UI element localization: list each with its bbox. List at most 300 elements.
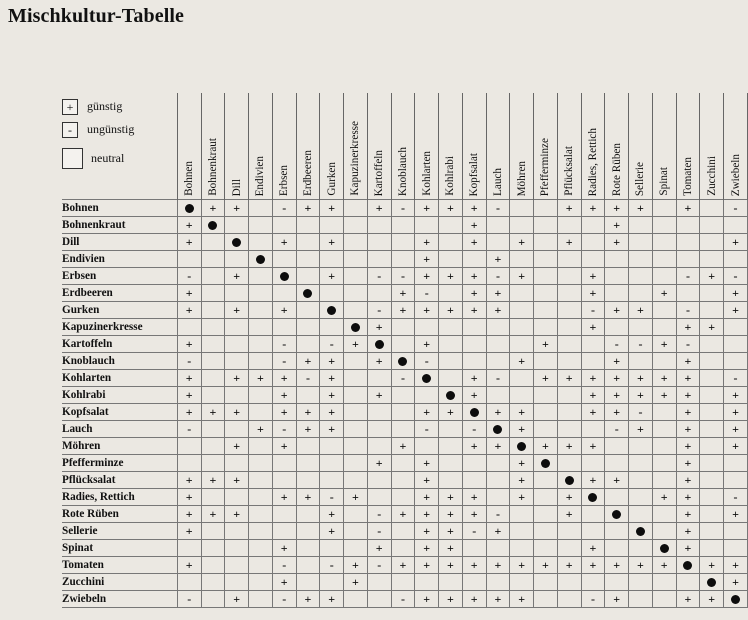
column-header [201, 93, 225, 200]
matrix-cell: + [201, 472, 225, 489]
matrix-cell: + [534, 557, 558, 574]
matrix-cell: - [724, 370, 748, 387]
matrix-cell: + [367, 353, 391, 370]
self-dot-icon [185, 204, 194, 213]
matrix-cell [225, 574, 249, 591]
matrix-cell [557, 523, 581, 540]
matrix-cell [225, 387, 249, 404]
matrix-cell [534, 591, 558, 608]
matrix-cell [676, 234, 700, 251]
matrix-cell [605, 540, 629, 557]
matrix-cell: + [581, 319, 605, 336]
matrix-cell [367, 404, 391, 421]
column-header-label: Kohlarten [420, 151, 433, 196]
matrix-cell: + [510, 234, 534, 251]
matrix-cell [439, 455, 463, 472]
matrix-cell: + [629, 302, 653, 319]
matrix-cell [700, 302, 724, 319]
matrix-cell [605, 455, 629, 472]
matrix-cell: + [557, 234, 581, 251]
matrix-cell [462, 472, 486, 489]
matrix-cell [510, 574, 534, 591]
matrix-cell: + [415, 336, 439, 353]
column-header [581, 93, 605, 200]
matrix-cell: + [249, 421, 273, 438]
matrix-cell [249, 455, 273, 472]
matrix-cell [724, 540, 748, 557]
matrix-cell [272, 523, 296, 540]
matrix-cell [439, 217, 463, 234]
matrix-cell [629, 234, 653, 251]
matrix-cell: + [462, 217, 486, 234]
matrix-cell [344, 200, 368, 217]
matrix-cell: + [557, 557, 581, 574]
matrix-cell [629, 591, 653, 608]
matrix-cell: - [296, 370, 320, 387]
matrix-cell: + [225, 472, 249, 489]
matrix-cell [652, 217, 676, 234]
matrix-cell [344, 217, 368, 234]
matrix-cell [605, 285, 629, 302]
matrix-cell: - [272, 353, 296, 370]
matrix-cell: + [629, 387, 653, 404]
row-label: Kapuzinerkresse [62, 319, 177, 336]
column-header-label: Spinat [658, 167, 671, 196]
matrix-cell: + [557, 370, 581, 387]
matrix-cell [344, 591, 368, 608]
matrix-cell: + [391, 438, 415, 455]
legend-symbol: - [62, 122, 78, 138]
matrix-cell [700, 438, 724, 455]
matrix-cell [201, 455, 225, 472]
matrix-cell: + [724, 506, 748, 523]
matrix-cell: - [462, 421, 486, 438]
matrix-cell: + [439, 557, 463, 574]
matrix-cell [676, 251, 700, 268]
matrix-cell [415, 387, 439, 404]
matrix-cell [581, 574, 605, 591]
matrix-cell: - [272, 421, 296, 438]
table-row [62, 285, 748, 302]
matrix-cell [534, 387, 558, 404]
matrix-cell: + [225, 370, 249, 387]
row-label: Bohnenkraut [62, 217, 177, 234]
matrix-cell [581, 455, 605, 472]
matrix-cell: + [462, 370, 486, 387]
matrix-cell [296, 268, 320, 285]
self-dot-cell [177, 200, 201, 217]
matrix-cell [320, 540, 344, 557]
matrix-cell [439, 370, 463, 387]
matrix-cell: + [225, 591, 249, 608]
matrix-cell: + [581, 370, 605, 387]
self-dot-icon [660, 544, 669, 553]
matrix-cell: + [344, 336, 368, 353]
matrix-cell: + [676, 438, 700, 455]
matrix-cell: + [605, 387, 629, 404]
matrix-cell [296, 387, 320, 404]
self-dot-cell [534, 455, 558, 472]
matrix-cell [557, 336, 581, 353]
table-body [62, 200, 748, 608]
matrix-cell: + [676, 387, 700, 404]
matrix-cell [462, 540, 486, 557]
matrix-cell [225, 540, 249, 557]
matrix-cell [605, 268, 629, 285]
matrix-cell: - [724, 200, 748, 217]
matrix-cell [486, 489, 510, 506]
matrix-cell: + [676, 370, 700, 387]
column-header-label: Sellerie [634, 161, 647, 196]
column-header-label: Pfefferminze [539, 137, 552, 196]
matrix-cell: - [462, 523, 486, 540]
matrix-cell [344, 387, 368, 404]
matrix-cell: + [510, 591, 534, 608]
matrix-cell: + [581, 438, 605, 455]
matrix-cell [391, 319, 415, 336]
matrix-cell [700, 506, 724, 523]
matrix-cell: + [581, 200, 605, 217]
matrix-cell [439, 319, 463, 336]
matrix-cell: + [510, 557, 534, 574]
matrix-cell: + [225, 404, 249, 421]
matrix-cell [486, 353, 510, 370]
self-dot-icon [232, 238, 241, 247]
column-header-label: Tomaten [681, 157, 694, 196]
legend-item-favorable [62, 95, 134, 118]
row-label: Pflücksalat [62, 472, 177, 489]
matrix-cell [225, 421, 249, 438]
matrix-cell: + [439, 200, 463, 217]
matrix-cell: + [415, 234, 439, 251]
table-row [62, 506, 748, 523]
matrix-cell: - [391, 268, 415, 285]
matrix-cell: + [486, 404, 510, 421]
matrix-cell: + [367, 540, 391, 557]
matrix-cell: + [724, 574, 748, 591]
self-dot-icon [565, 476, 574, 485]
matrix-cell [439, 251, 463, 268]
self-dot-icon [256, 255, 265, 264]
matrix-cell [249, 506, 273, 523]
matrix-cell: + [557, 506, 581, 523]
matrix-cell [439, 438, 463, 455]
matrix-cell [700, 285, 724, 302]
matrix-cell [367, 251, 391, 268]
matrix-cell: - [415, 285, 439, 302]
matrix-cell: - [391, 200, 415, 217]
matrix-cell: + [415, 506, 439, 523]
row-label: Pfefferminze [62, 455, 177, 472]
mischkultur-table [62, 93, 748, 608]
matrix-cell: + [510, 421, 534, 438]
matrix-cell [296, 472, 320, 489]
matrix-cell: + [391, 557, 415, 574]
matrix-cell: + [272, 404, 296, 421]
matrix-cell: + [320, 506, 344, 523]
self-dot-cell [225, 234, 249, 251]
self-dot-icon [612, 510, 621, 519]
matrix-cell [629, 438, 653, 455]
matrix-cell [652, 251, 676, 268]
column-header-label: Kartoffeln [373, 149, 386, 196]
column-header [534, 93, 558, 200]
matrix-cell: + [534, 438, 558, 455]
matrix-cell [652, 234, 676, 251]
matrix-cell: + [415, 591, 439, 608]
matrix-cell [534, 574, 558, 591]
matrix-cell [344, 404, 368, 421]
self-dot-cell [557, 472, 581, 489]
matrix-cell [391, 455, 415, 472]
column-header [415, 93, 439, 200]
matrix-cell: + [415, 268, 439, 285]
matrix-cell [201, 319, 225, 336]
matrix-cell [510, 506, 534, 523]
matrix-cell: - [272, 557, 296, 574]
matrix-cell: - [367, 523, 391, 540]
matrix-cell: + [605, 200, 629, 217]
matrix-cell [391, 387, 415, 404]
matrix-cell: + [652, 489, 676, 506]
matrix-cell: - [177, 268, 201, 285]
table-row [62, 472, 748, 489]
matrix-cell [557, 302, 581, 319]
matrix-cell [462, 353, 486, 370]
matrix-cell [225, 319, 249, 336]
column-header-label: Dill [230, 178, 243, 196]
matrix-cell [225, 489, 249, 506]
matrix-cell [272, 472, 296, 489]
matrix-cell: + [462, 200, 486, 217]
matrix-cell [652, 353, 676, 370]
matrix-cell: + [391, 506, 415, 523]
matrix-cell [534, 302, 558, 319]
matrix-cell [391, 234, 415, 251]
matrix-cell [249, 387, 273, 404]
column-header-label: Kopfsalat [468, 152, 481, 196]
self-dot-cell [391, 353, 415, 370]
matrix-cell [534, 404, 558, 421]
row-label: Rote Rüben [62, 506, 177, 523]
matrix-cell [605, 438, 629, 455]
matrix-cell [296, 319, 320, 336]
matrix-cell: + [676, 472, 700, 489]
matrix-cell: + [724, 557, 748, 574]
row-label: Kopfsalat [62, 404, 177, 421]
matrix-cell [367, 574, 391, 591]
matrix-cell: - [320, 336, 344, 353]
matrix-cell [510, 319, 534, 336]
matrix-cell: + [201, 200, 225, 217]
matrix-cell: + [462, 489, 486, 506]
matrix-cell: + [320, 370, 344, 387]
self-dot-icon [683, 561, 692, 570]
matrix-cell: + [344, 574, 368, 591]
matrix-cell: + [605, 302, 629, 319]
table-row [62, 319, 748, 336]
matrix-cell [557, 421, 581, 438]
matrix-cell [296, 574, 320, 591]
self-dot-icon [398, 357, 407, 366]
matrix-cell: + [320, 353, 344, 370]
table-row [62, 353, 748, 370]
matrix-cell [344, 234, 368, 251]
self-dot-cell [201, 217, 225, 234]
column-header-label: Radies, Rettich [586, 127, 599, 196]
matrix-cell: + [225, 506, 249, 523]
matrix-cell [177, 251, 201, 268]
matrix-cell [296, 336, 320, 353]
matrix-cell: + [629, 200, 653, 217]
matrix-cell [249, 574, 273, 591]
legend-item-unfavorable [62, 118, 134, 141]
self-dot-cell [700, 574, 724, 591]
matrix-cell: + [320, 268, 344, 285]
column-header [652, 93, 676, 200]
row-label: Sellerie [62, 523, 177, 540]
matrix-cell [557, 591, 581, 608]
column-header-label: Pflücksalat [563, 146, 576, 196]
matrix-cell: + [724, 421, 748, 438]
matrix-cell: - [272, 200, 296, 217]
matrix-cell: + [225, 438, 249, 455]
matrix-cell [296, 234, 320, 251]
matrix-cell: - [581, 302, 605, 319]
matrix-cell [510, 387, 534, 404]
matrix-cell: - [367, 268, 391, 285]
matrix-cell: + [320, 387, 344, 404]
table-row [62, 387, 748, 404]
matrix-cell [724, 319, 748, 336]
matrix-cell: + [177, 489, 201, 506]
matrix-cell [652, 455, 676, 472]
matrix-cell: + [415, 302, 439, 319]
legend-symbol: + [62, 99, 78, 115]
matrix-cell [510, 200, 534, 217]
self-dot-icon [588, 493, 597, 502]
matrix-cell: + [629, 421, 653, 438]
matrix-cell [272, 251, 296, 268]
matrix-cell: + [296, 353, 320, 370]
row-label: Kohlarten [62, 370, 177, 387]
matrix-cell [510, 302, 534, 319]
matrix-cell [462, 251, 486, 268]
matrix-cell [700, 387, 724, 404]
matrix-cell [510, 217, 534, 234]
matrix-cell: + [439, 489, 463, 506]
matrix-cell [201, 591, 225, 608]
matrix-cell [557, 574, 581, 591]
matrix-cell [391, 540, 415, 557]
matrix-cell: + [344, 557, 368, 574]
matrix-cell [700, 540, 724, 557]
matrix-cell [605, 319, 629, 336]
matrix-cell: + [652, 387, 676, 404]
matrix-cell: + [439, 591, 463, 608]
column-header [629, 93, 653, 200]
matrix-cell: + [652, 336, 676, 353]
matrix-cell: + [439, 523, 463, 540]
matrix-cell: + [557, 438, 581, 455]
matrix-cell [510, 251, 534, 268]
column-header [177, 93, 201, 200]
matrix-cell [391, 574, 415, 591]
matrix-cell [367, 472, 391, 489]
matrix-cell [344, 268, 368, 285]
matrix-cell [344, 472, 368, 489]
column-header [557, 93, 581, 200]
matrix-cell [700, 472, 724, 489]
matrix-cell: + [272, 574, 296, 591]
legend-label: neutral [91, 150, 125, 165]
matrix-cell: + [605, 234, 629, 251]
matrix-cell: - [581, 591, 605, 608]
matrix-cell [534, 319, 558, 336]
self-dot-cell [415, 370, 439, 387]
matrix-cell: + [462, 302, 486, 319]
matrix-cell: + [605, 217, 629, 234]
matrix-cell [510, 523, 534, 540]
matrix-cell: + [676, 404, 700, 421]
matrix-cell: + [320, 523, 344, 540]
matrix-cell [629, 251, 653, 268]
self-dot-cell [486, 421, 510, 438]
matrix-cell [557, 404, 581, 421]
matrix-cell: + [225, 268, 249, 285]
matrix-cell [391, 217, 415, 234]
matrix-cell: - [415, 353, 439, 370]
matrix-cell: - [320, 557, 344, 574]
matrix-cell: + [367, 387, 391, 404]
matrix-cell [581, 421, 605, 438]
table-row [62, 302, 748, 319]
matrix-cell: + [462, 268, 486, 285]
matrix-cell [249, 285, 273, 302]
matrix-cell [367, 285, 391, 302]
column-header-label: Zucchini [705, 156, 718, 196]
matrix-cell [225, 455, 249, 472]
matrix-cell: + [272, 489, 296, 506]
matrix-cell [201, 438, 225, 455]
self-dot-icon [707, 578, 716, 587]
matrix-cell: + [629, 370, 653, 387]
matrix-cell: + [510, 455, 534, 472]
matrix-cell: + [415, 523, 439, 540]
matrix-cell [486, 455, 510, 472]
matrix-cell: + [486, 557, 510, 574]
matrix-cell [249, 234, 273, 251]
matrix-cell [652, 268, 676, 285]
matrix-cell [652, 591, 676, 608]
matrix-cell [272, 217, 296, 234]
matrix-cell [249, 200, 273, 217]
matrix-cell [415, 319, 439, 336]
matrix-cell [249, 336, 273, 353]
matrix-cell: + [581, 387, 605, 404]
matrix-cell [652, 200, 676, 217]
self-dot-cell [462, 404, 486, 421]
table-row [62, 557, 748, 574]
matrix-cell: - [177, 591, 201, 608]
matrix-cell [557, 268, 581, 285]
matrix-cell [367, 370, 391, 387]
matrix-cell: - [724, 489, 748, 506]
matrix-cell [391, 472, 415, 489]
matrix-cell [700, 370, 724, 387]
matrix-cell: + [510, 353, 534, 370]
matrix-cell [557, 455, 581, 472]
